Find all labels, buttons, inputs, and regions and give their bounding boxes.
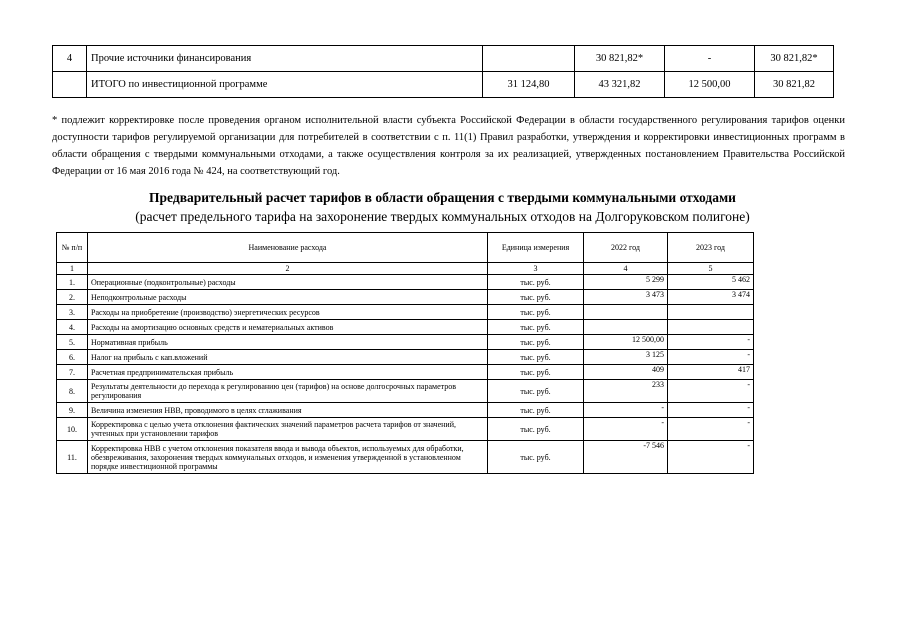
row-number: 9.	[57, 403, 88, 418]
row-name: Прочие источники финансирования	[87, 46, 483, 72]
row-value-2023: 3 474	[668, 290, 754, 305]
column-index: 1	[57, 263, 88, 275]
table-row	[57, 418, 754, 441]
row-number: 1.	[57, 275, 88, 290]
row-unit: тыс. руб.	[488, 290, 584, 305]
row-number: 6.	[57, 350, 88, 365]
row-name: Расходы на амортизацию основных средств и нематериальных активов	[88, 320, 488, 335]
row-unit: тыс. руб.	[488, 441, 584, 474]
row-value-2023: 417	[668, 365, 754, 380]
row-value-2022: 3 125	[584, 350, 668, 365]
row-value-2022: -	[584, 403, 668, 418]
table-row	[57, 365, 754, 380]
column-index: 4	[584, 263, 668, 275]
table-row	[57, 305, 754, 320]
row-value-2022: 3 473	[584, 290, 668, 305]
row-unit: тыс. руб.	[488, 365, 584, 380]
row-name: Операционные (подконтрольные) расходы	[88, 275, 488, 290]
tariff-calculation-table	[56, 232, 754, 474]
table-header-row	[57, 233, 754, 263]
row-value-2022: 233	[584, 380, 668, 403]
investment-program-table	[52, 45, 834, 98]
row-unit: тыс. руб.	[488, 418, 584, 441]
row-value-2022: 409	[584, 365, 668, 380]
row-value-2022	[584, 320, 668, 335]
table-row	[57, 290, 754, 305]
header-2022: 2022 год	[584, 233, 668, 263]
column-index: 2	[88, 263, 488, 275]
table-row	[57, 380, 754, 403]
row-value-4: 30 821,82	[755, 72, 834, 98]
row-unit: тыс. руб.	[488, 305, 584, 320]
column-index: 3	[488, 263, 584, 275]
row-value-1: 31 124,80	[483, 72, 575, 98]
row-value-1	[483, 46, 575, 72]
row-number: 7.	[57, 365, 88, 380]
header-2023: 2023 год	[668, 233, 754, 263]
row-value-2023: -	[668, 335, 754, 350]
row-name: Расчетная предпринимательская прибыль	[88, 365, 488, 380]
row-value-2022: -7 546	[584, 441, 668, 474]
row-value-2023: -	[668, 403, 754, 418]
row-value-2023: -	[668, 380, 754, 403]
row-value-2022	[584, 305, 668, 320]
row-number: 4.	[57, 320, 88, 335]
row-unit: тыс. руб.	[488, 403, 584, 418]
row-unit: тыс. руб.	[488, 275, 584, 290]
row-value-2022: 5 299	[584, 275, 668, 290]
row-number: 3.	[57, 305, 88, 320]
row-name: Неподконтрольные расходы	[88, 290, 488, 305]
row-value-3: 12 500,00	[665, 72, 755, 98]
row-value-2023: 5 462	[668, 275, 754, 290]
row-number: 5.	[57, 335, 88, 350]
table-row	[57, 350, 754, 365]
row-name: Результаты деятельности до перехода к регулированию цен (тарифов) на основе долгосрочных параметров регулирования	[88, 380, 488, 403]
row-value-2: 30 821,82*	[575, 46, 665, 72]
table-row	[57, 320, 754, 335]
row-number: 2.	[57, 290, 88, 305]
row-unit: тыс. руб.	[488, 320, 584, 335]
row-value-2022: 12 500,00	[584, 335, 668, 350]
row-unit: тыс. руб.	[488, 350, 584, 365]
row-name: Расходы на приобретение (производство) энергетических ресурсов	[88, 305, 488, 320]
row-value-3: -	[665, 46, 755, 72]
footnote: * подлежит корректировке после проведения органом исполнительной власти субъекта Российской Федерации в области государственного регулирования тарифов оценки доступности тарифов регулируемой организации для потребителей в соответствии с п. 11(1) Правил разработки, утверждения и корректировки инвестиционных программ в области обращения с твердыми коммунальными отходами, а также осуществления контроля за их реализацией, утвержденных постановлением Правительства Российской Федерации от 16 мая 2016 года № 424, на соответствующий год.	[52, 115, 845, 177]
section-subtitle: (расчет предельного тарифа на захоронение твердых коммунальных отходов на Долгоруковском полигоне)	[135, 209, 750, 224]
table-row	[57, 275, 754, 290]
row-value-2023: -	[668, 350, 754, 365]
row-number: 11.	[57, 441, 88, 474]
row-value-4: 30 821,82*	[755, 46, 834, 72]
row-name: Величина изменения НВВ, проводимого в целях сглаживания	[88, 403, 488, 418]
table-row	[57, 335, 754, 350]
column-index: 5	[668, 263, 754, 275]
row-name: Нормативная прибыль	[88, 335, 488, 350]
header-unit: Единица измерения	[488, 233, 584, 263]
row-number: 10.	[57, 418, 88, 441]
row-value-2023	[668, 320, 754, 335]
row-unit: тыс. руб.	[488, 335, 584, 350]
header-num: № п/п	[57, 233, 88, 263]
row-name: Корректировка с целью учета отклонения фактических значений параметров расчета тарифов от значений, учтенных при установлении тарифов	[88, 418, 488, 441]
row-value-2023: -	[668, 441, 754, 474]
row-name: Налог на прибыль с кап.вложений	[88, 350, 488, 365]
row-value-2: 43 321,82	[575, 72, 665, 98]
table-row	[57, 403, 754, 418]
row-unit: тыс. руб.	[488, 380, 584, 403]
section-title: Предварительный расчет тарифов в области обращения с твердыми коммунальными отходами	[149, 190, 736, 205]
row-number: 8.	[57, 380, 88, 403]
header-name: Наименование расхода	[88, 233, 488, 263]
table-row	[53, 46, 834, 72]
row-number: 4	[53, 46, 87, 72]
table-row	[57, 441, 754, 474]
row-value-2023: -	[668, 418, 754, 441]
row-name: Корректировка НВВ с учетом отклонения показателя ввода и вывода объектов, используемых для обработки, обезвреживания, захоронения твердых коммунальных отходов, и изменения утвержденной в установленном порядке инвестиционной программы	[88, 441, 488, 474]
column-index-row	[57, 263, 754, 275]
row-name: ИТОГО по инвестиционной программе	[87, 72, 483, 98]
table-row	[53, 72, 834, 98]
row-value-2022: -	[584, 418, 668, 441]
row-number	[53, 72, 87, 98]
row-value-2023	[668, 305, 754, 320]
